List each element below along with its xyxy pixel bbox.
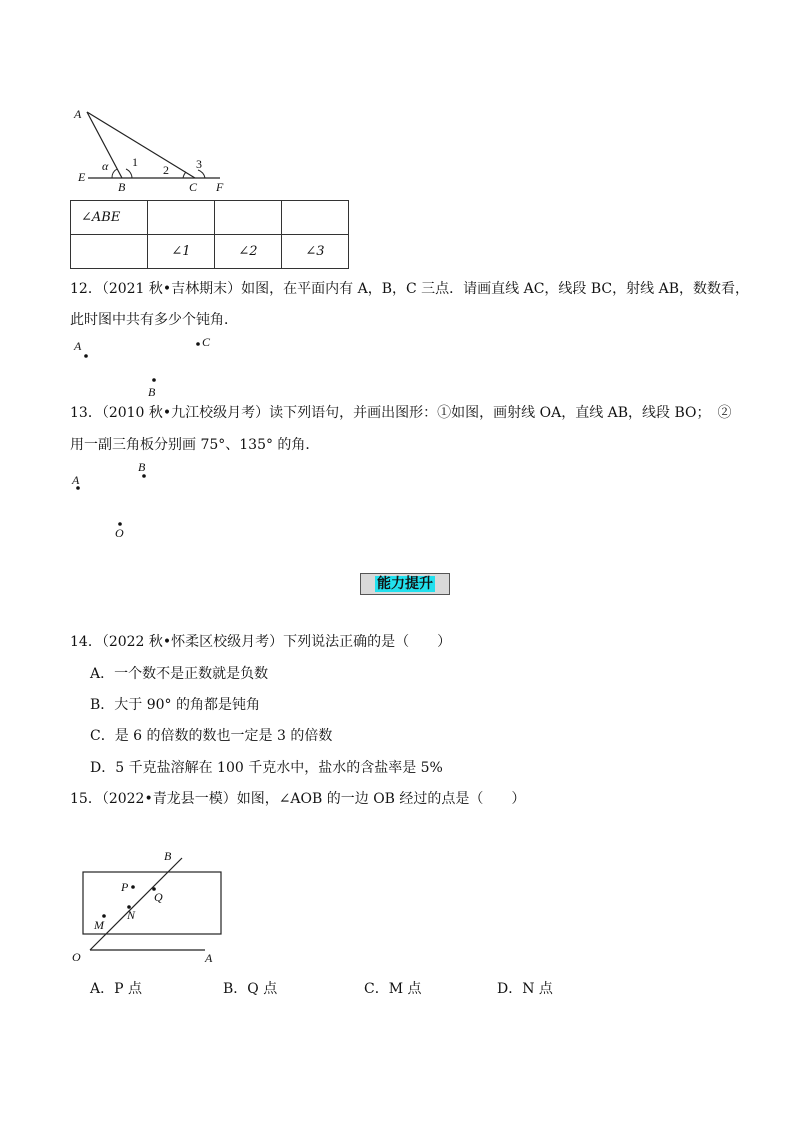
point-e-label: E bbox=[78, 170, 86, 184]
point-c-label: C bbox=[202, 335, 211, 349]
point-m-label: M bbox=[94, 918, 104, 932]
q13-line-1: 13．（2010 秋•九江校级月考）读下列语句，并画出图形：①如图，画射线 OA，直线 AB，线段 BO； ② bbox=[70, 405, 732, 421]
q14-stem: 14．（2022 秋•怀柔区校级月考）下列说法正确的是（ ） bbox=[70, 634, 452, 650]
q14-option-a: A．一个数不是正数就是负数 bbox=[90, 666, 269, 682]
q15-option-a: A．P 点 bbox=[90, 981, 142, 997]
angle-1-label: 1 bbox=[132, 155, 138, 169]
point-a-label: A bbox=[72, 473, 80, 487]
points-abc-figure bbox=[70, 330, 230, 400]
angle-table bbox=[70, 200, 349, 269]
point-f-label: F bbox=[216, 180, 224, 194]
section-banner bbox=[360, 573, 450, 595]
table-cell bbox=[71, 235, 148, 269]
point-q-label: Q bbox=[154, 890, 163, 904]
table-cell: ∠2 bbox=[215, 235, 282, 269]
table-cell bbox=[215, 201, 282, 235]
q12-line-1: 12．（2021 秋•吉林期末）如图，在平面内有 A，B，C 三点．请画直线 AC，线段 BC，射线 AB，数数看， bbox=[70, 281, 749, 297]
table-cell: ∠ABE bbox=[71, 201, 148, 235]
point-b-label: B bbox=[138, 460, 146, 474]
angle-2-label: 2 bbox=[163, 163, 169, 177]
point-o-label: O bbox=[115, 526, 124, 540]
point-n-label: N bbox=[127, 908, 136, 922]
table-cell bbox=[282, 201, 349, 235]
q15-option-c: C．M 点 bbox=[364, 981, 422, 997]
section-title: 能力提升 bbox=[377, 576, 433, 592]
q14-option-d: D．5 千克盐溶解在 100 千克水中，盐水的含盐率是 5% bbox=[90, 760, 443, 776]
angle-aob-figure bbox=[60, 840, 230, 968]
alpha-label: α bbox=[102, 159, 109, 173]
point-a-label: A bbox=[205, 951, 213, 965]
point-o-label: O bbox=[72, 950, 81, 964]
point-b-label: B bbox=[118, 180, 126, 194]
point-c-label: C bbox=[189, 180, 198, 194]
table-row bbox=[71, 201, 349, 235]
table-cell: ∠3 bbox=[282, 235, 349, 269]
point-b-label: B bbox=[148, 385, 156, 399]
q15-stem: 15．（2022•青龙县一模）如图，∠AOB 的一边 OB 经过的点是（ ） bbox=[70, 791, 526, 807]
q15-option-d: D．N 点 bbox=[497, 981, 553, 997]
angle-3-label: 3 bbox=[196, 157, 202, 171]
q12-line-2: 此时图中共有多少个钝角． bbox=[70, 312, 238, 328]
q14-option-b: B．大于 90° 的角都是钝角 bbox=[90, 697, 261, 713]
table-cell: ∠1 bbox=[148, 235, 215, 269]
q13-line-2: 用一副三角板分别画 75°、135° 的角． bbox=[70, 437, 320, 453]
points-abo-figure bbox=[68, 456, 188, 544]
q15-option-b: B．Q 点 bbox=[223, 981, 278, 997]
q14-option-c: C．是 6 的倍数的数也一定是 3 的倍数 bbox=[90, 728, 333, 744]
point-a-label: A bbox=[74, 107, 82, 121]
triangle-figure bbox=[70, 100, 240, 195]
point-a-label: A bbox=[74, 339, 82, 353]
point-b-label: B bbox=[164, 849, 172, 863]
table-row bbox=[71, 235, 349, 269]
table-cell bbox=[148, 201, 215, 235]
point-p-label: P bbox=[121, 880, 129, 894]
